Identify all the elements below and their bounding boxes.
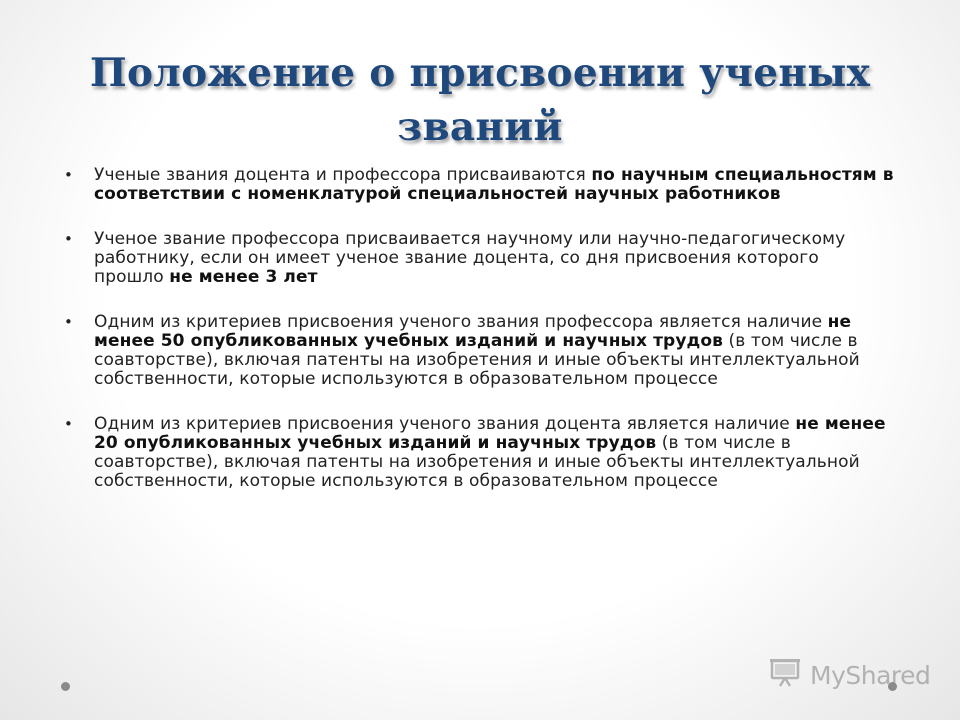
bullet-bold-segment: не менее 3 лет — [169, 267, 318, 287]
bullet-dot-icon: • — [64, 166, 73, 184]
bullet-list — [64, 166, 894, 517]
bullet-text — [94, 312, 860, 389]
bullet-text-segment: Ученое звание профессора присваивается научному или научно-педагогическому работнику, если он имеет ученое звание доцента, со дня присвоения которого прошло — [94, 229, 846, 287]
bullet-item-2 — [64, 230, 894, 287]
bullet-text — [94, 229, 845, 287]
bullet-dot-icon: • — [64, 313, 73, 331]
bullet-text-segment: Одним из критериев присвоения ученого звания доцента является наличие — [94, 414, 796, 434]
bullet-dot-icon: • — [64, 230, 73, 248]
bullet-text-segment: (в том числе в соавторстве), включая патенты на изобретения и иные объекты интеллектуальной собственности, которые используются в образовательном процессе — [94, 433, 860, 491]
bullet-text — [94, 414, 886, 491]
watermark-text: MyShared — [810, 660, 931, 690]
bullet-item-3 — [64, 313, 894, 389]
bullet-text-segment: (в том числе в соавторстве), включая патенты на изобретения и иные объекты интеллектуальной собственности, которые используются в образовательном процессе — [94, 331, 860, 389]
slide-title: Положение о присвоении ученых званий — [89, 50, 871, 150]
bullet-text-segment: Одним из критериев присвоения ученого звания профессора является наличие — [94, 312, 828, 332]
bullet-item-1 — [64, 166, 894, 204]
bullet-dot-icon: • — [64, 415, 73, 433]
bullet-bold-segment: не менее 20 опубликованных учебных изданий и научных трудов — [94, 414, 886, 453]
watermark-logo[interactable] — [770, 658, 930, 692]
bullet-text — [94, 165, 894, 204]
projector-screen-icon — [770, 658, 804, 692]
bullet-bold-segment: по научным специальностям в соответствии с номенклатурой специальностей научных работников — [94, 165, 894, 204]
bullet-text-segment: Ученые звания доцента и профессора присваиваются — [94, 165, 592, 185]
decor-dot-left — [61, 682, 70, 691]
bullet-bold-segment: не менее 50 опубликованных учебных изданий и научных трудов — [94, 312, 852, 351]
bullet-item-4 — [64, 415, 894, 491]
